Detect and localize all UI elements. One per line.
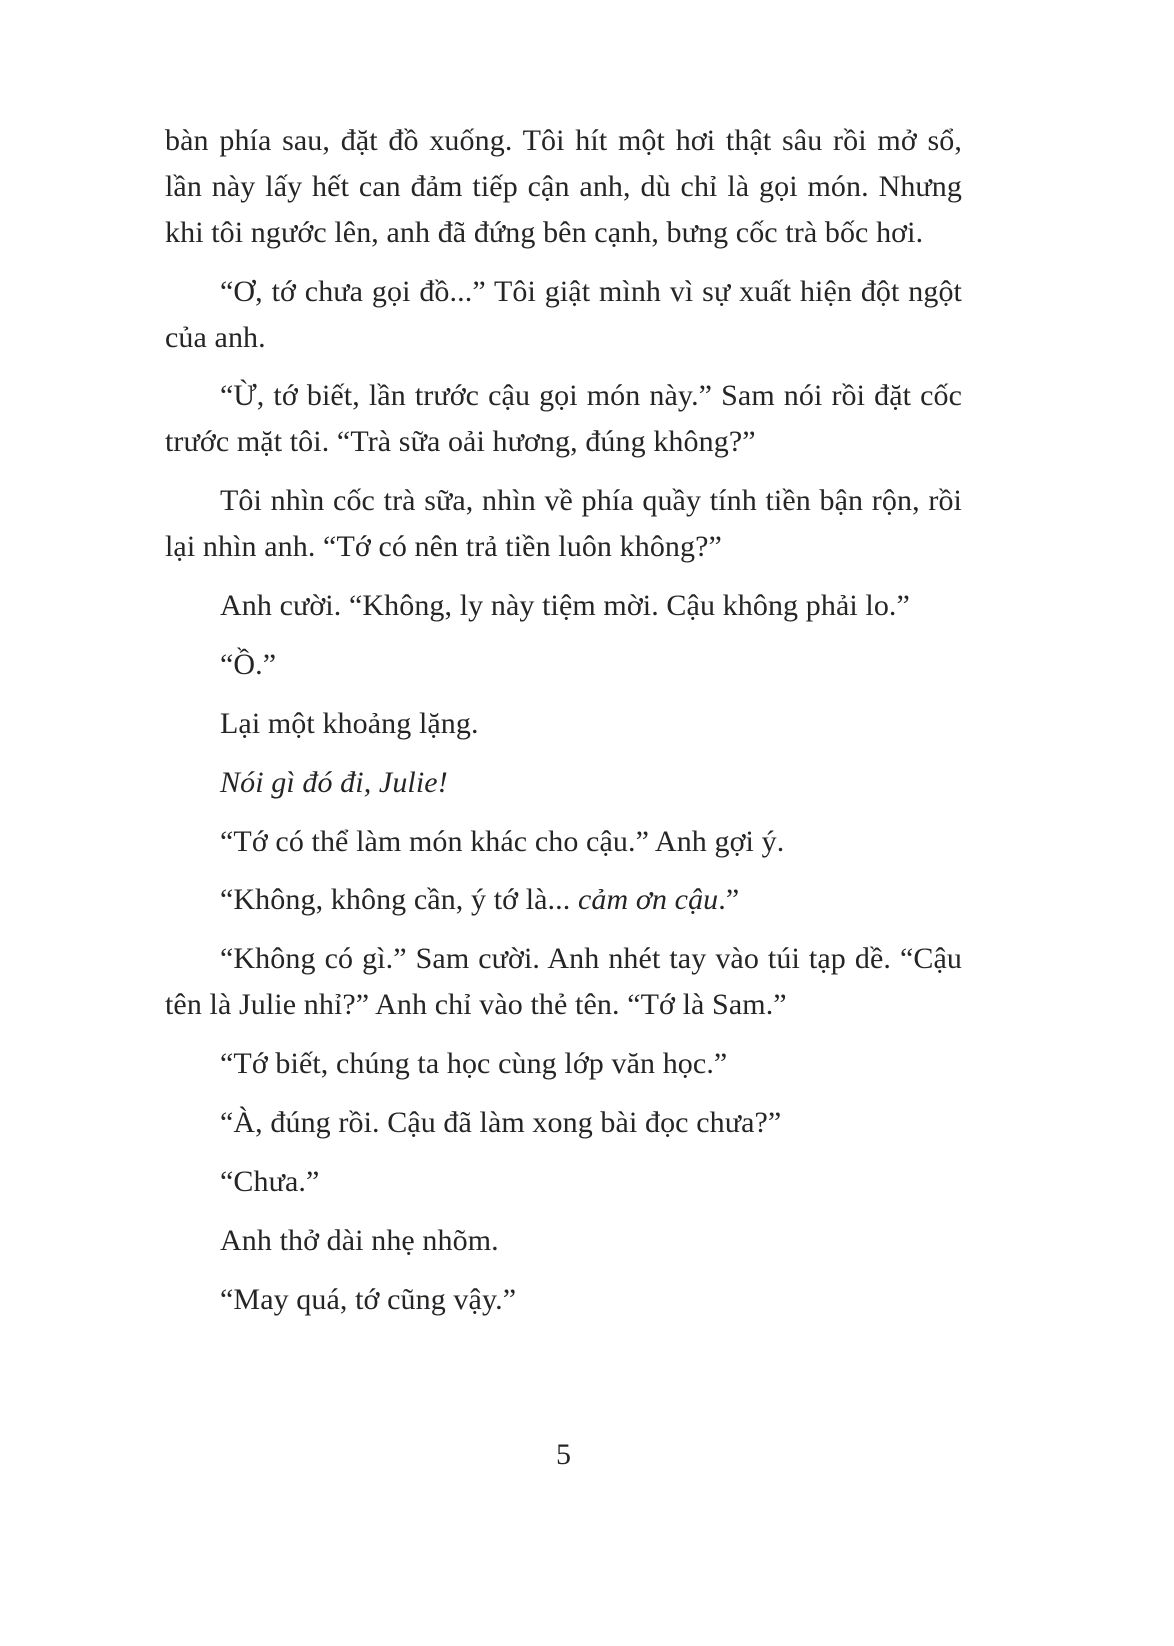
- paragraph-text: Lại một khoảng lặng.: [220, 706, 479, 740]
- paragraph-text: “Ừ, tớ biết, lần trước cậu gọi món này.” Sam nói rồi đặt cốc trước mặt tôi. “Trà sữa oải hương, đúng không?”: [165, 379, 962, 459]
- paragraph: [165, 877, 962, 923]
- paragraph: [165, 478, 962, 570]
- paragraph-text: “Tớ biết, chúng ta học cùng lớp văn học.”: [220, 1047, 728, 1081]
- paragraph-text: “Ồ.”: [220, 647, 277, 681]
- paragraph: [165, 1277, 962, 1323]
- paragraph-text: “May quá, tớ cũng vậy.”: [220, 1282, 517, 1316]
- paragraph-text: .”: [718, 883, 740, 917]
- paragraph-text: “Tớ có thể làm món khác cho cậu.” Anh gợi ý.: [220, 824, 785, 858]
- paragraph: [165, 936, 962, 1028]
- paragraph: [165, 1159, 962, 1205]
- paragraph-text: “Không có gì.” Sam cười. Anh nhét tay vào túi tạp dề. “Cậu tên là Julie nhỉ?” Anh chỉ vào thẻ tên. “Tớ là Sam.”: [165, 942, 962, 1022]
- paragraph: [165, 642, 962, 688]
- paragraph: [165, 1218, 962, 1264]
- paragraph: [165, 701, 962, 747]
- paragraph-text: “À, đúng rồi. Cậu đã làm xong bài đọc chưa?”: [220, 1106, 782, 1140]
- paragraph-text: bàn phía sau, đặt đồ xuống. Tôi hít một hơi thật sâu rồi mở sổ, lần này lấy hết can đảm tiếp cận anh, dù chỉ là gọi món. Nhưng khi tôi ngước lên, anh đã đứng bên cạnh, bưng cốc trà bốc hơi.: [165, 124, 962, 249]
- paragraph-text: Anh thở dài nhẹ nhõm.: [220, 1223, 499, 1257]
- paragraph: [165, 373, 962, 465]
- paragraph: [165, 583, 962, 629]
- paragraph: [165, 760, 962, 806]
- paragraph-text: Tôi nhìn cốc trà sữa, nhìn về phía quầy tính tiền bận rộn, rồi lại nhìn anh. “Tớ có nên trả tiền luôn không?”: [165, 484, 962, 564]
- text-block: [165, 118, 962, 1323]
- page-number: 5: [556, 1438, 571, 1471]
- paragraph-text-italic: Nói gì đó đi, Julie!: [220, 765, 448, 799]
- paragraph-text-italic: cảm ơn cậu: [577, 883, 719, 917]
- paragraph-text: Anh cười. “Không, ly này tiệm mời. Cậu không phải lo.”: [220, 589, 910, 623]
- paragraph-text: “Ơ, tớ chưa gọi đồ...” Tôi giật mình vì sự xuất hiện đột ngột của anh.: [165, 274, 962, 354]
- paragraph: [165, 118, 962, 256]
- paragraph-text: “Không, không cần, ý tớ là...: [220, 883, 578, 917]
- paragraph-text: “Chưa.”: [220, 1164, 320, 1198]
- paragraph: [165, 819, 962, 865]
- paragraph: [165, 1100, 962, 1146]
- paragraph: [165, 269, 962, 361]
- paragraph: [165, 1041, 962, 1087]
